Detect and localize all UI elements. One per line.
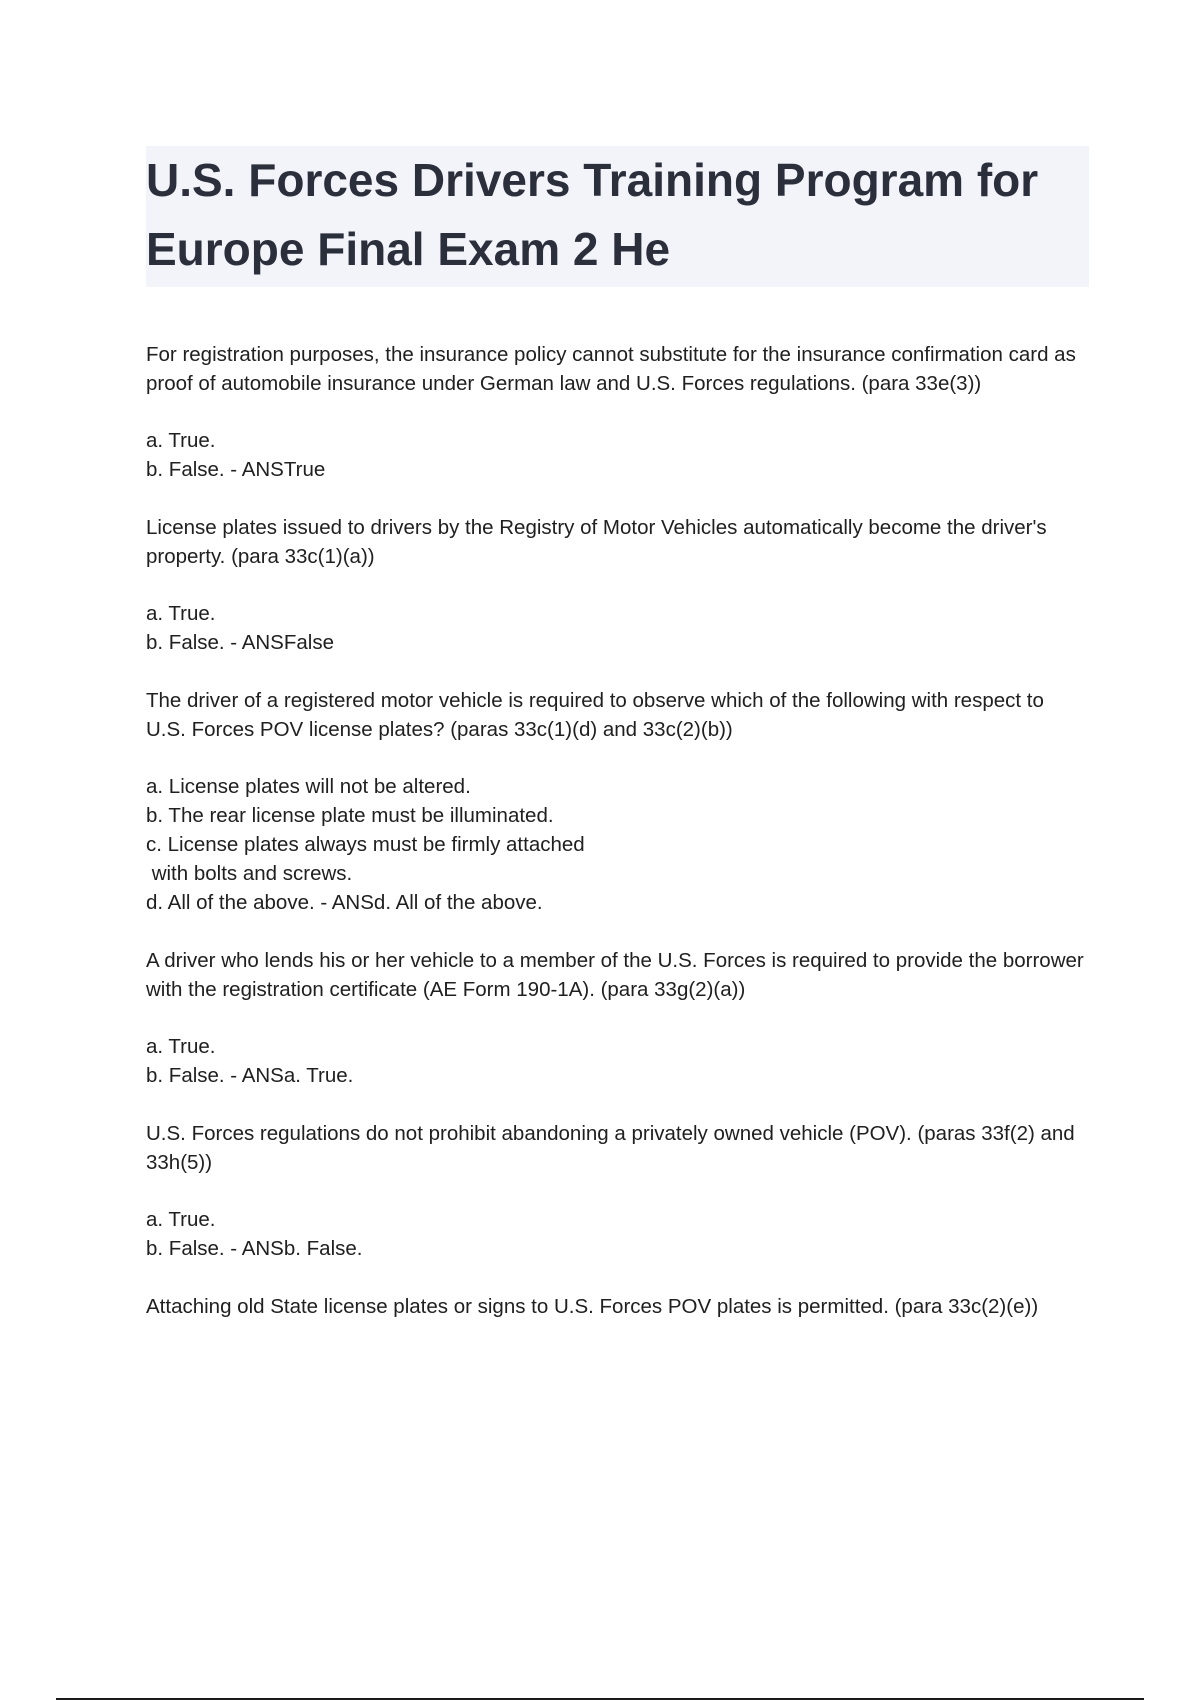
answer-options (146, 599, 1086, 657)
option-b-answer: b. False. - ANSa. True. (146, 1064, 354, 1087)
question-text: Attaching old State license plates or signs to U.S. Forces POV plates is permitted. (para 33c(2)(e)) (146, 1295, 1039, 1318)
question-list (146, 340, 1086, 1349)
option-a: a. True. (146, 1035, 216, 1058)
option-b-answer: b. False. - ANSb. False. (146, 1237, 363, 1260)
question-text: License plates issued to drivers by the Registry of Motor Vehicles automatically become the driver's property. (para 33c(1)(a)) (146, 516, 1047, 568)
option-a: a. True. (146, 602, 216, 625)
option-b-answer: b. False. - ANSFalse (146, 631, 334, 654)
option-a: a. True. (146, 429, 216, 452)
option-b-answer: b. False. - ANSTrue (146, 458, 326, 481)
title-banner (146, 146, 1089, 287)
option-c-continued: with bolts and screws. (146, 862, 353, 885)
question-text: For registration purposes, the insurance policy cannot substitute for the insurance confirmation card as proof of automobile insurance under German law and U.S. Forces regulations. (para 33e(3)) (146, 343, 1076, 395)
answer-options (146, 426, 1086, 484)
option-b: b. The rear license plate must be illuminated. (146, 804, 554, 827)
answer-options (146, 1032, 1086, 1090)
option-a: a. License plates will not be altered. (146, 775, 471, 798)
answer-options (146, 1205, 1086, 1263)
answer-options (146, 772, 1086, 917)
option-c: c. License plates always must be firmly attached (146, 833, 585, 856)
question-text: The driver of a registered motor vehicle is required to observe which of the following with respect to U.S. Forces POV license plates? (paras 33c(1)(d) and 33c(2)(b)) (146, 689, 1044, 741)
option-a: a. True. (146, 1208, 216, 1231)
option-d-answer: d. All of the above. - ANSd. All of the above. (146, 891, 543, 914)
page-title: U.S. Forces Drivers Training Program for Europe Final Exam 2 He (146, 154, 1039, 275)
question-text: U.S. Forces regulations do not prohibit abandoning a privately owned vehicle (POV). (paras 33f(2) and 33h(5)) (146, 1122, 1075, 1174)
question-text: A driver who lends his or her vehicle to a member of the U.S. Forces is required to provide the borrower with the registration certificate (AE Form 190-1A). (para 33g(2)(a)) (146, 949, 1084, 1001)
